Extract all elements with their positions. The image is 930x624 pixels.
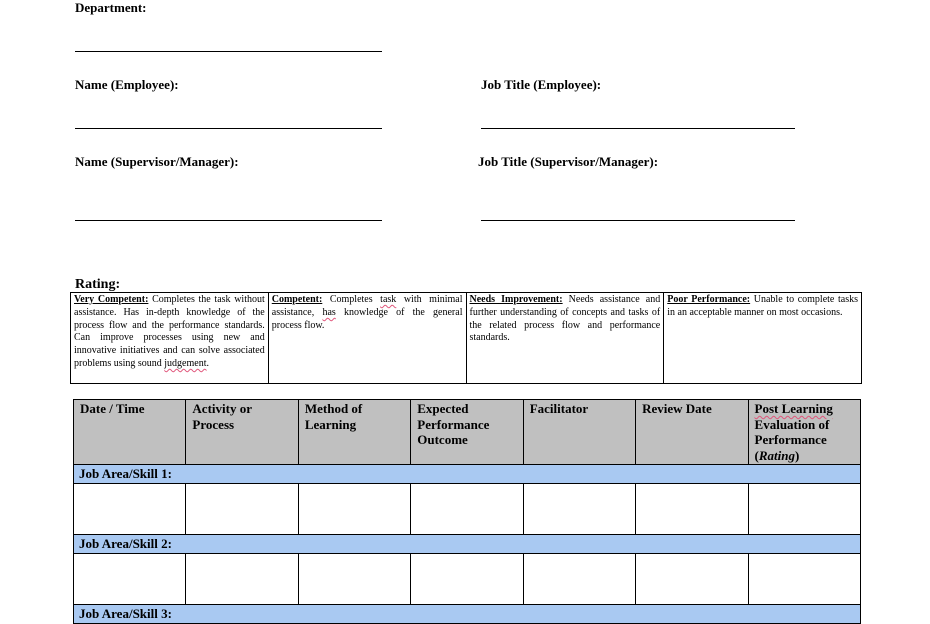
supervisor-name-label: Name (Supervisor/Manager): — [75, 154, 239, 169]
table-row — [74, 484, 861, 535]
col-method-of-learning: Method of Learning — [298, 400, 410, 465]
table-cell[interactable] — [636, 484, 748, 535]
table-cell[interactable] — [411, 484, 523, 535]
col-activity-or-process: Activity or Process — [186, 400, 298, 465]
col-post-learning-evaluation: Post Learning Evaluation of Performance (Rating) — [748, 400, 860, 465]
table-cell[interactable] — [636, 554, 748, 605]
employee-name-label: Name (Employee): — [75, 77, 179, 92]
table-cell[interactable] — [186, 554, 298, 605]
table-cell[interactable] — [298, 484, 410, 535]
table-cell[interactable] — [523, 484, 635, 535]
department-field[interactable] — [75, 51, 382, 52]
rating-term: Poor Performance: — [667, 294, 751, 305]
job-area-skill-3: Job Area/Skill 3: — [74, 605, 861, 624]
rating-term: Needs Improvement: — [469, 294, 563, 305]
rating-term: Competent: — [271, 294, 323, 305]
col-date-time: Date / Time — [74, 400, 186, 465]
table-cell[interactable] — [523, 554, 635, 605]
development-plan-table — [73, 399, 861, 624]
table-cell[interactable] — [411, 554, 523, 605]
table-row — [74, 605, 861, 624]
col-expected-outcome: Expected Performance Outcome — [411, 400, 523, 465]
employee-name-field[interactable] — [75, 128, 382, 129]
job-area-skill-2: Job Area/Skill 2: — [74, 535, 861, 554]
rating-poor-performance: Poor Performance: Unable to complete tasks in an acceptable manner on most occasions. — [664, 293, 862, 384]
job-area-skill-1: Job Area/Skill 1: — [74, 465, 861, 484]
supervisor-name-field[interactable] — [75, 220, 382, 221]
rating-needs-improvement: Needs Improvement: Needs assistance and further understanding of concepts and tasks of the related process flow and performance standards. — [466, 293, 664, 384]
table-row — [74, 554, 861, 605]
rating-competent: Competent: Completes task with minimal assistance, has knowledge of the general process flow. — [268, 293, 466, 384]
table-cell[interactable] — [748, 484, 860, 535]
rating-very-competent: Very Competent: Completes the task without assistance. Has in-depth knowledge of the process flow and the performance standards. Can improve processes using new and innovative initiatives and can solve associated problems using sound judgement. — [71, 293, 269, 384]
table-cell[interactable] — [74, 484, 186, 535]
department-label: Department: — [75, 0, 147, 15]
col-review-date: Review Date — [636, 400, 748, 465]
rating-legend-table — [70, 292, 862, 384]
rating-heading: Rating: — [75, 277, 121, 292]
supervisor-title-field[interactable] — [481, 220, 795, 221]
rating-term: Very Competent: — [74, 294, 149, 305]
table-row — [74, 535, 861, 554]
table-cell[interactable] — [748, 554, 860, 605]
employee-title-field[interactable] — [481, 128, 795, 129]
table-cell[interactable] — [186, 484, 298, 535]
table-header-row — [74, 400, 861, 465]
employee-title-label: Job Title (Employee): — [481, 77, 602, 92]
table-cell[interactable] — [298, 554, 410, 605]
col-facilitator: Facilitator — [523, 400, 635, 465]
supervisor-title-label: Job Title (Supervisor/Manager): — [478, 154, 659, 169]
table-cell[interactable] — [74, 554, 186, 605]
table-row — [74, 465, 861, 484]
